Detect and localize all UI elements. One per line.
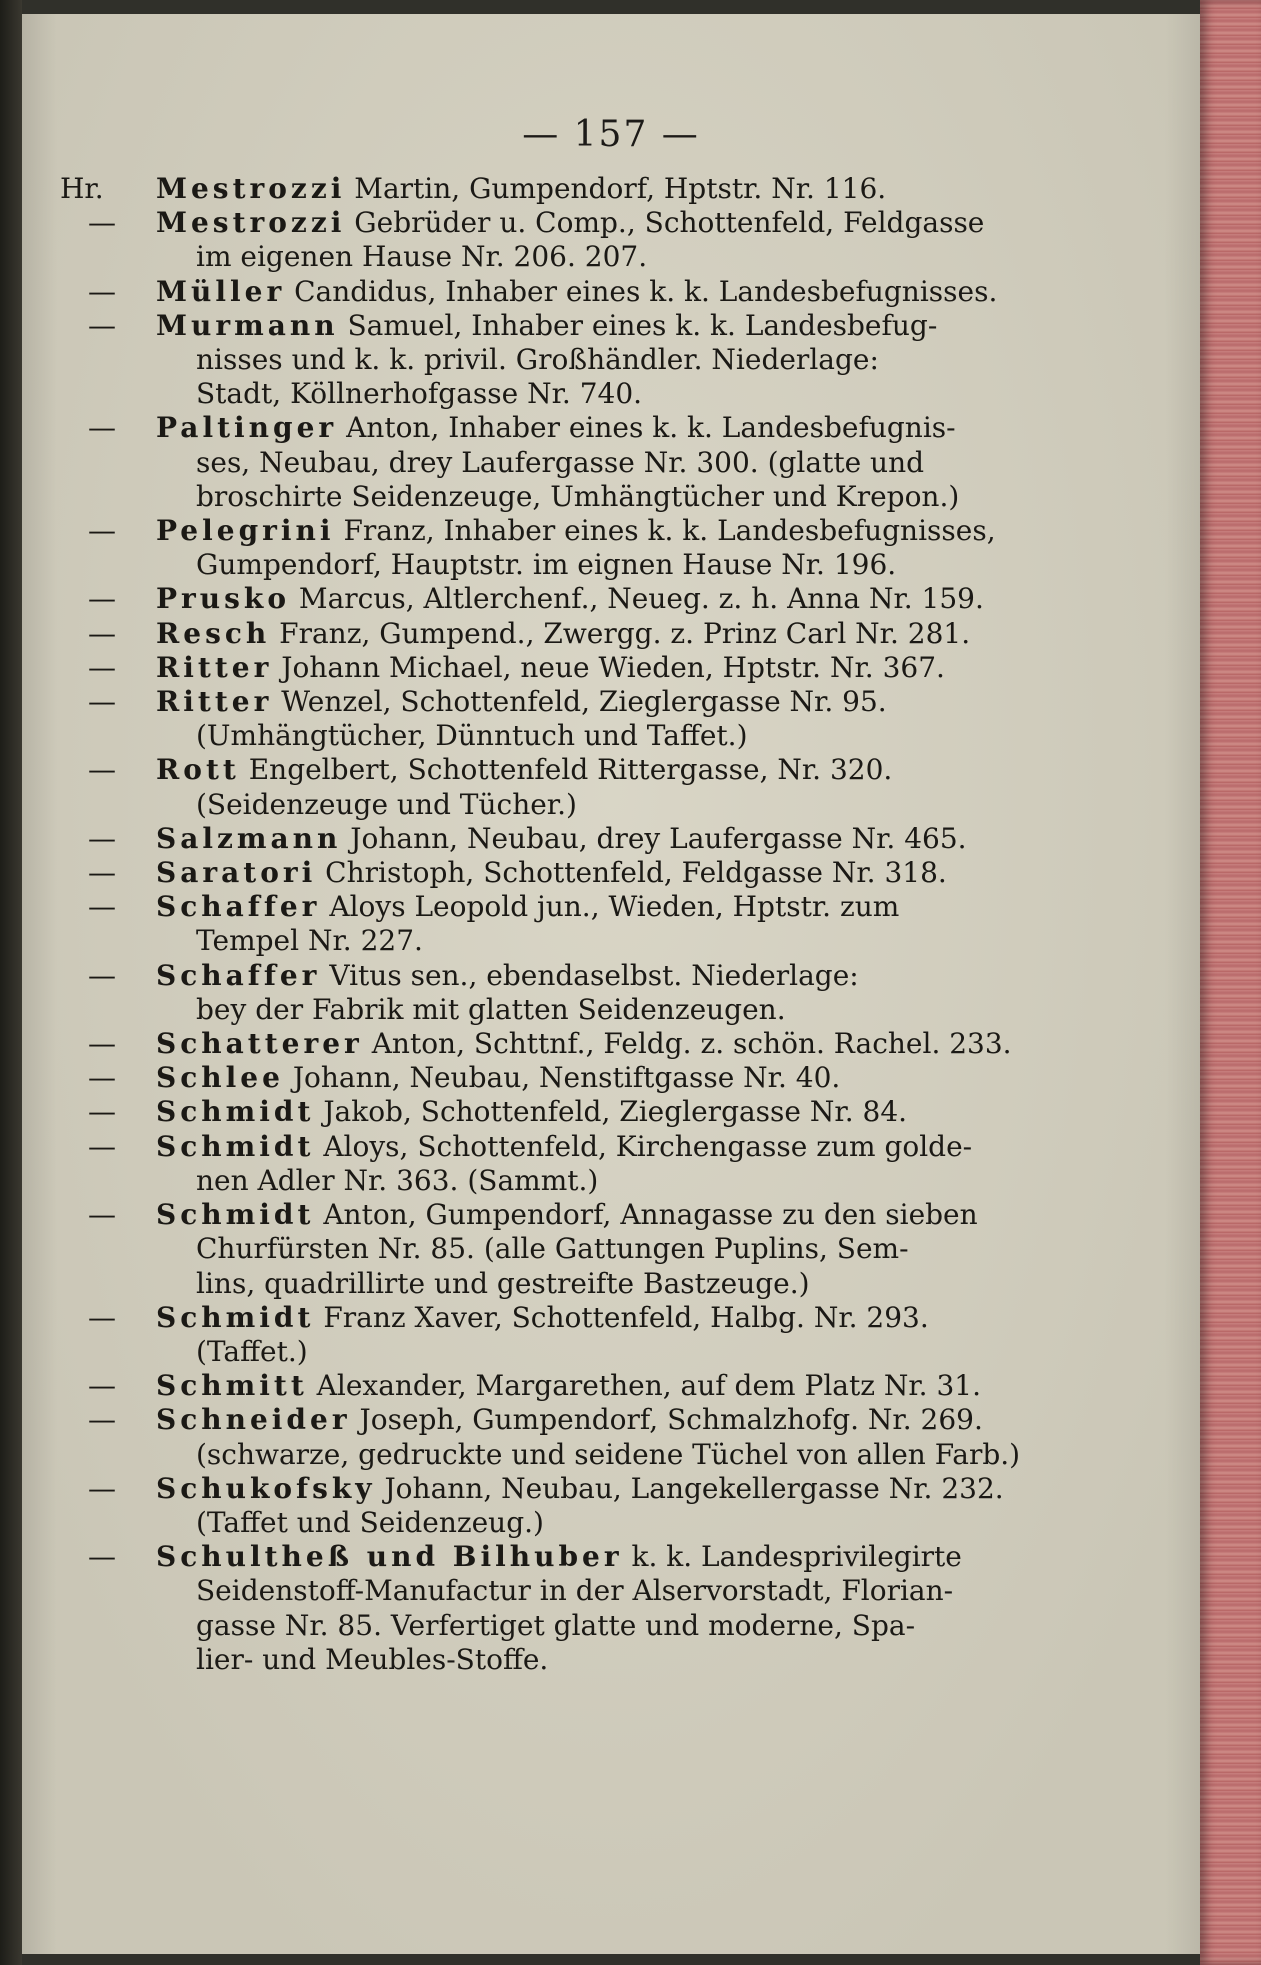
directory-entry [60, 890, 1080, 958]
entry-first-line [156, 1130, 1080, 1164]
entry-text: k. k. Landesprivilegirte [631, 1540, 962, 1574]
entry-prefix: — [88, 1095, 116, 1129]
entry-continuation-line: Stadt, Köllnerhofgasse Nr. 740. [196, 377, 643, 411]
entry-first-line [156, 1369, 1080, 1403]
directory-entry [60, 275, 1080, 309]
entry-text: Candidus, Inhaber eines k. k. Landesbefugnisses. [294, 274, 998, 308]
entry-continuation-line: Gumpendorf, Hauptstr. im eignen Hause Nr. 196. [196, 548, 897, 582]
entry-name: Schmidt [156, 1095, 315, 1129]
entry-first-line [156, 1472, 1080, 1506]
directory-entry [60, 206, 1080, 274]
entry-text: Franz, Gumpend., Zwergg. z. Prinz Carl Nr. 281. [279, 616, 971, 650]
red-page-edge [1200, 0, 1261, 1965]
entry-prefix: — [88, 274, 116, 308]
entry-name: Schatterer [156, 1027, 363, 1061]
directory-entries [60, 172, 1080, 1677]
entry-name: Schmidt [156, 1300, 315, 1334]
directory-entry [60, 172, 1080, 206]
entry-prefix: — [88, 753, 116, 787]
directory-entry [60, 959, 1080, 1027]
entry-text: Franz, Inhaber eines k. k. Landesbefugnisses, [343, 514, 996, 548]
entry-name: Schmitt [156, 1369, 308, 1403]
entry-text: Franz Xaver, Schottenfeld, Halbg. Nr. 293. [323, 1300, 929, 1334]
entry-name: Salzmann [156, 821, 342, 855]
entry-continuation-line: (schwarze, gedruckte und seidene Tüchel von allen Farb.) [196, 1437, 1021, 1471]
entry-first-line [156, 651, 1080, 685]
entry-prefix: — [88, 206, 116, 240]
directory-entry [60, 822, 1080, 856]
entry-continuation-line: (Umhängtücher, Dünntuch und Taffet.) [196, 719, 748, 753]
entry-prefix: — [88, 650, 116, 684]
entry-name: Ritter [156, 650, 273, 684]
entry-continuation-line: bey der Fabrik mit glatten Seidenzeugen. [196, 992, 786, 1026]
entry-first-line [156, 856, 1080, 890]
directory-entry [60, 1061, 1080, 1095]
entry-continuation-line: ses, Neubau, drey Laufergasse Nr. 300. (glatte und [196, 445, 925, 479]
entry-first-line [156, 172, 1080, 206]
entry-prefix: — [88, 582, 116, 616]
entry-prefix: — [88, 1403, 116, 1437]
entry-first-line [156, 206, 1080, 240]
entry-continuation-line: broschirte Seidenzeuge, Umhängtücher und Krepon.) [196, 479, 960, 513]
entry-first-line [156, 959, 1080, 993]
directory-entry [60, 1472, 1080, 1540]
entry-prefix: — [88, 685, 116, 719]
entry-name: Schaffer [156, 958, 321, 992]
entry-first-line [156, 1198, 1080, 1232]
entry-text: Marcus, Altlerchenf., Neueg. z. h. Anna Nr. 159. [298, 582, 984, 616]
entry-continuation-line: Seidenstoff-Manufactur in der Alservorstadt, Florian- [196, 1574, 954, 1608]
entry-continuation-line: Churfürsten Nr. 85. (alle Gattungen Puplins, Sem- [196, 1232, 909, 1266]
entry-name: Schukofsky [156, 1471, 376, 1505]
entry-name: Schmidt [156, 1198, 315, 1232]
entry-first-line [156, 617, 1080, 651]
entry-prefix: — [88, 1369, 116, 1403]
entry-prefix: — [88, 1061, 116, 1095]
entry-text: Joseph, Gumpendorf, Schmalzhofg. Nr. 269. [359, 1403, 983, 1437]
entry-name: Mestrozzi [156, 172, 346, 205]
entry-first-line [156, 1027, 1080, 1061]
entry-first-line [156, 275, 1080, 309]
entry-name: Saratori [156, 856, 317, 890]
directory-entry [60, 309, 1080, 412]
directory-entry [60, 1130, 1080, 1198]
entry-text: Johann Michael, neue Wieden, Hptstr. Nr. 367. [281, 650, 945, 684]
entry-name: Pelegrini [156, 514, 335, 548]
directory-entry [60, 856, 1080, 890]
entry-text: Gebrüder u. Comp., Schottenfeld, Feldgasse [354, 206, 985, 240]
entry-continuation-line: lier- und Meubles-Stoffe. [196, 1642, 549, 1676]
entry-continuation-line: (Taffet.) [196, 1334, 308, 1368]
entry-text: Jakob, Schottenfeld, Zieglergasse Nr. 84. [323, 1095, 908, 1129]
book-gutter [0, 0, 22, 1965]
entry-continuation-line: gasse Nr. 85. Verfertiget glatte und moderne, Spa- [196, 1608, 916, 1642]
entry-name: Schaffer [156, 890, 321, 924]
directory-entry [60, 1095, 1080, 1129]
entry-prefix: — [88, 890, 116, 924]
entry-prefix: — [88, 1129, 116, 1163]
entry-first-line [156, 582, 1080, 616]
entry-prefix: — [88, 1471, 116, 1505]
entry-continuation-line: im eigenen Hause Nr. 206. 207. [196, 240, 648, 274]
entry-continuation-line: Tempel Nr. 227. [196, 924, 423, 958]
entry-prefix: — [88, 1198, 116, 1232]
directory-entry [60, 651, 1080, 685]
entry-prefix: Hr. [60, 172, 104, 205]
entry-text: Johann, Neubau, Langekellergasse Nr. 232. [384, 1471, 1004, 1505]
entry-text: Wenzel, Schottenfeld, Zieglergasse Nr. 95. [281, 685, 887, 719]
entry-text: Johann, Neubau, Nenstiftgasse Nr. 40. [292, 1061, 841, 1095]
entry-continuation-line: lins, quadrillirte und gestreifte Bastzeuge.) [196, 1266, 810, 1300]
entry-first-line [156, 411, 1080, 445]
page-number: — 157 — [522, 114, 700, 155]
entry-first-line [156, 514, 1080, 548]
entry-text: Martin, Gumpendorf, Hptstr. Nr. 116. [354, 172, 887, 205]
entry-first-line [156, 685, 1080, 719]
entry-first-line [156, 1301, 1080, 1335]
entry-first-line [156, 890, 1080, 924]
entry-continuation-line: (Taffet und Seidenzeug.) [196, 1505, 544, 1539]
entry-first-line [156, 822, 1080, 856]
entry-prefix: — [88, 856, 116, 890]
directory-entry [60, 514, 1080, 582]
entry-text: Alexander, Margarethen, auf dem Platz Nr. 31. [316, 1369, 982, 1403]
entry-first-line [156, 309, 1080, 343]
entry-text: Johann, Neubau, drey Laufergasse Nr. 465. [350, 821, 967, 855]
entry-first-line [156, 1403, 1080, 1437]
directory-entry [60, 411, 1080, 514]
entry-name: Müller [156, 274, 286, 308]
entry-prefix: — [88, 1300, 116, 1334]
directory-entry [60, 685, 1080, 753]
entry-text: Aloys Leopold jun., Wieden, Hptstr. zum [329, 890, 900, 924]
entry-continuation-line: nen Adler Nr. 363. (Sammt.) [196, 1163, 599, 1197]
entry-first-line [156, 753, 1080, 787]
entry-prefix: — [88, 958, 116, 992]
directory-entry [60, 1540, 1080, 1677]
entry-name: Schultheß und Bilhuber [156, 1540, 623, 1574]
entry-prefix: — [88, 616, 116, 650]
entry-text: Vitus sen., ebendaselbst. Niederlage: [329, 958, 859, 992]
entry-text: Anton, Schttnf., Feldg. z. schön. Rachel. 233. [371, 1027, 1012, 1061]
entry-first-line [156, 1540, 1080, 1574]
directory-entry [60, 1301, 1080, 1369]
entry-name: Mestrozzi [156, 206, 346, 240]
entry-prefix: — [88, 308, 116, 342]
entry-name: Rott [156, 753, 240, 787]
entry-text: Christoph, Schottenfeld, Feldgasse Nr. 318. [325, 856, 947, 890]
directory-entry [60, 1403, 1080, 1471]
entry-text: Anton, Gumpendorf, Annagasse zu den sieben [323, 1198, 978, 1232]
entry-name: Schmidt [156, 1129, 315, 1163]
directory-entry [60, 1027, 1080, 1061]
entry-prefix: — [88, 821, 116, 855]
entry-prefix: — [88, 1540, 116, 1574]
entry-name: Schneider [156, 1403, 351, 1437]
entry-first-line [156, 1095, 1080, 1129]
entry-name: Schlee [156, 1061, 284, 1095]
entry-first-line [156, 1061, 1080, 1095]
entry-name: Paltinger [156, 411, 338, 445]
directory-entry [60, 1198, 1080, 1301]
entry-prefix: — [88, 1027, 116, 1061]
entry-continuation-line: nisses und k. k. privil. Großhändler. Niederlage: [196, 343, 879, 377]
entry-name: Prusko [156, 582, 291, 616]
entry-continuation-line: (Seidenzeuge und Tücher.) [196, 787, 577, 821]
entry-name: Resch [156, 616, 271, 650]
directory-entry [60, 582, 1080, 616]
entry-prefix: — [88, 514, 116, 548]
entry-text: Engelbert, Schottenfeld Rittergasse, Nr. 320. [248, 753, 893, 787]
directory-entry [60, 753, 1080, 821]
entry-prefix: — [88, 411, 116, 445]
entry-name: Ritter [156, 685, 273, 719]
entry-text: Anton, Inhaber eines k. k. Landesbefugnis- [346, 411, 956, 445]
entry-text: Aloys, Schottenfeld, Kirchengasse zum golde- [323, 1129, 973, 1163]
entry-name: Murmann [156, 308, 339, 342]
entry-text: Samuel, Inhaber eines k. k. Landesbefug- [347, 308, 938, 342]
directory-entry [60, 1369, 1080, 1403]
directory-entry [60, 617, 1080, 651]
